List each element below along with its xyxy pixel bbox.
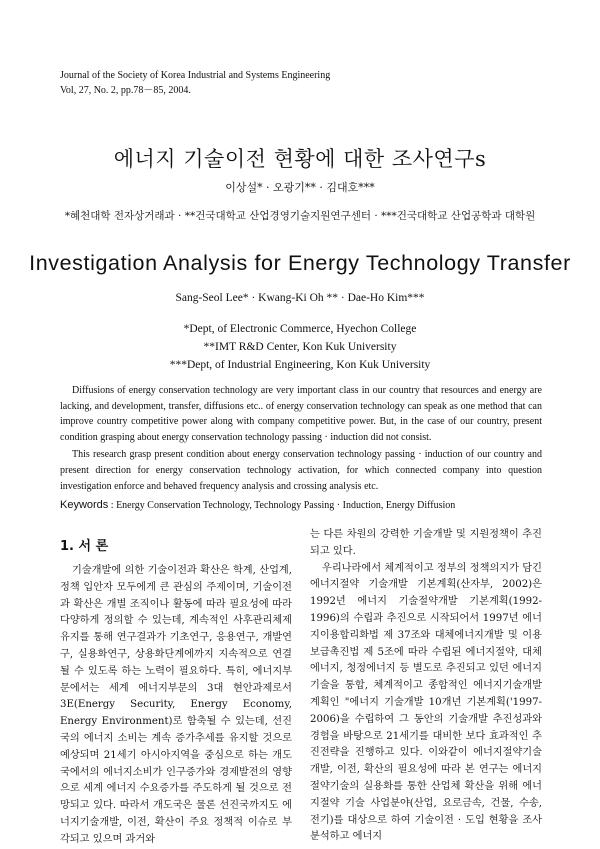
affiliation-1: *Dept, of Electronic Commerce, Hyechon College xyxy=(183,323,417,335)
english-affiliations xyxy=(0,320,600,374)
abstract xyxy=(60,383,542,494)
keywords-text: : Energy Conservation Technology, Technology Passing · Induction, Energy Diffusion xyxy=(108,500,456,511)
english-authors: Sang-Seol Lee* · Kwang-Ki Oh ** · Dae-Ho Kim*** xyxy=(175,292,425,304)
section-heading: 1. 서 론 xyxy=(60,539,109,554)
korean-affiliations: *혜천대학 전자상거래과 · **건국대학교 산업경영기술지원연구센터 · ***건국대학교 산업공학과 대학원 xyxy=(64,210,536,222)
affiliation-2: **IMT R&D Center, Kon Kuk University xyxy=(203,341,397,353)
journal-header xyxy=(60,68,330,98)
korean-title: 에너지 기술이전 현황에 대한 조사연구s xyxy=(113,147,487,171)
abstract-paragraph-2: This research grasp present condition about energy conservation technology passing · induction of our country and present direction for energy conservation technology activation, for which connected company into question investigation enforce and behaved frequency analysis and crossing analysis etc. xyxy=(60,449,542,492)
keywords xyxy=(60,499,542,511)
journal-name: Journal of the Society of Korea Industrial and Systems Engineering xyxy=(60,70,331,81)
body-right-column xyxy=(310,527,542,846)
affiliation-3: ***Dept, of Industrial Engineering, Kon Kuk University xyxy=(169,359,431,371)
body-paragraph: 우리나라에서 체계적이고 정부의 정책의지가 담긴 에너지절약 기술개발 기본계획(산자부, 2002)은 1992년 에너지 기술절약개발 기본계획(1992-1996)의 수립과 추진으로 시작되어서 1997년 에너지이용합리화법 제 37조와 대체에너지개발 및 이용 보급촉진법 제 5조에 따라 수립된 에너지절약, 대체에너지, 청정에너지 등 별도로 추진되고 있던 에너지기술을 통합, 체계적이고 종합적인 에너지기술개발계획인 "에너지 기술개발 10개년 기본계획('1997-2006)을 수립하여 그 동안의 기술개발 추진성과와 경험을 바탕으로 21세기를 대비한 보다 효과적인 추진전략을 진행하고 있다. 이와같이 에너지절약기술 개발, 이전, 확산의 필요성에 따라 본 연구는 에너지절약기술의 실용화를 통한 산업체 확산을 위해 에너지절약 기술 사업분야(산업, 요로금속, 건물, 수송, 전기)를 대상으로 하여 기술이전 · 도입 현황을 조사분석하고 에너지 xyxy=(310,562,542,843)
body-paragraph: 는 다른 차원의 강력한 기술개발 및 지원정책이 추진되고 있다. xyxy=(310,529,542,557)
journal-volume: Vol, 27, No. 2, pp.78－85, 2004. xyxy=(60,85,191,96)
english-title: Investigation Analysis for Energy Technology Transfer xyxy=(29,251,571,275)
korean-authors: 이상설* · 오광기** · 김대호*** xyxy=(225,181,375,194)
body-paragraph: 기술개발에 의한 기술이전과 확산은 학계, 산업계, 정책 입안자 모두에게 큰 관심의 주제이며, 기술이전과 확산은 개별 조직이나 활동에 따라 필요성에 따라 다양하게 정의할 수 있는데, 계속적인 사후관리체제 유지를 통해 연구결과가 기초연구, 응용연구, 개발연구, 실용화연구, 상용화단계에까지 지속적으로 연결될 수 있도록 하는 노력이 필요하다. 특히, 에너지부문에서는 세계 에너지부문의 3대 현안과제로서 3E(Energy Security, Energy Economy, Energy Environment)로 함축될 수 있는데, 선진국의 에너지 소비는 계속 증가추세를 유지할 것으로 예상되며 21세기 아시아지역을 중심으로 하는 개도국에서의 에너지소비가 인구증가와 경제발전의 영향으로 세계 에너지 수요증가를 주도하게 될 것으로 전망되고 있다. 따라서 개도국은 물론 선진국까지도 에너지기술개발, 이전, 확산이 주요 정책적 이슈로 부각되고 있으며 과거와 xyxy=(60,565,292,845)
abstract-paragraph-1: Diffusions of energy conservation technology are very important class in our country that resources and energy are lacking, and development, transfer, diffusions etc.. of energy conservation technology can speak as one method that can improve country competitive power along with company competitive power. But, in the case of our country, present condition grasping about energy conservation technology passing · induction did not consist. xyxy=(60,385,542,443)
keywords-label: Keywords xyxy=(60,499,109,511)
body-left-column xyxy=(60,539,292,849)
